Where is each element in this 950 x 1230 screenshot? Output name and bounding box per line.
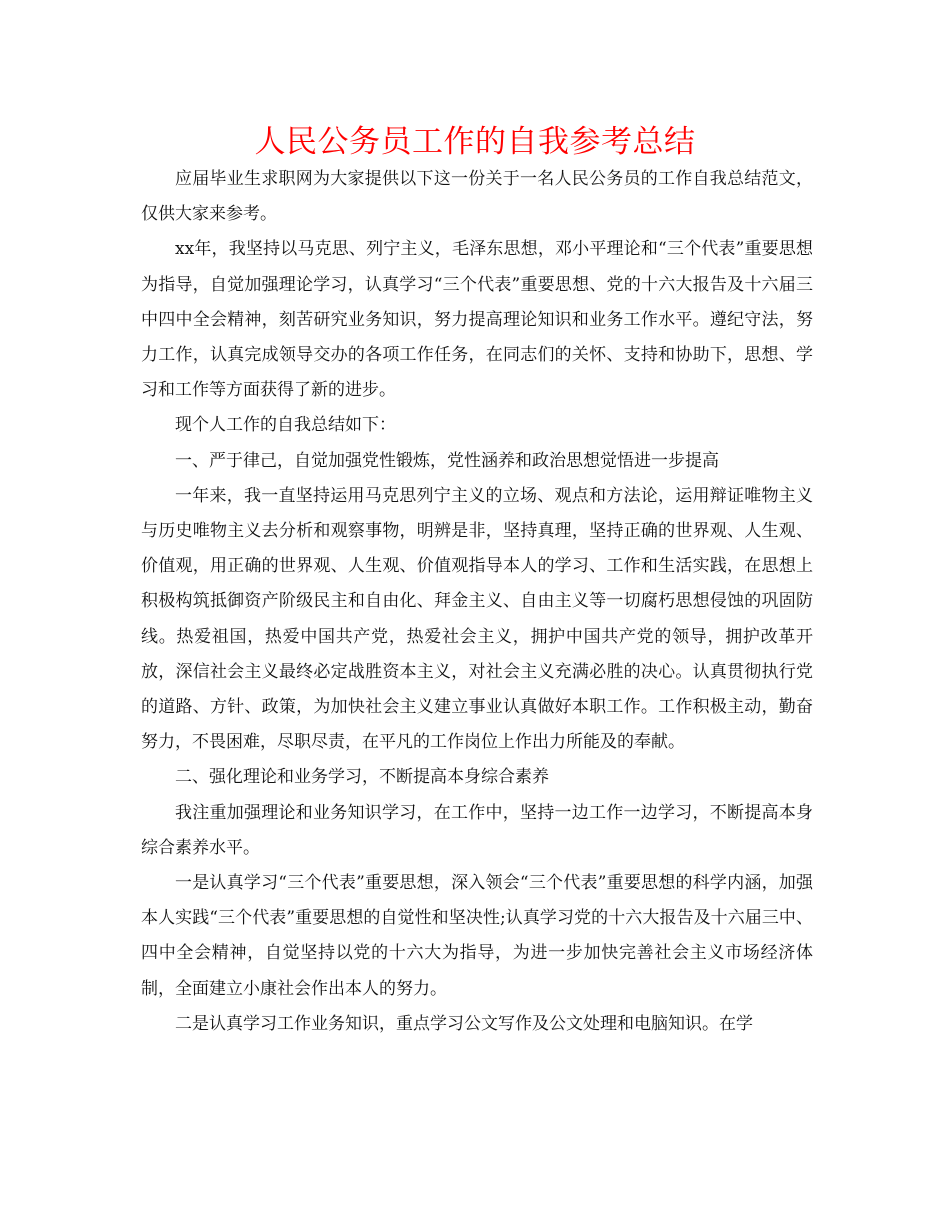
section-heading-2: 二、强化理论和业务学习，不断提高本身综合素养 <box>175 767 549 788</box>
paragraph-section-2: 我注重加强理论和业务知识学习，在工作中，坚持一边工作一边学习，不断提高本身综合素养水平。 <box>141 802 813 858</box>
paragraph-point-2: 二是认真学习工作业务知识，重点学习公文写作及公文处理和电脑知识。在学 <box>175 1013 753 1034</box>
paragraph-intro: 应届毕业生求职网为大家提供以下这一份关于一名人民公务员的工作自我总结范文，仅供大家来参考。 <box>141 169 813 225</box>
paragraph-section-1: 一年来，我一直坚持运用马克思列宁主义的立场、观点和方法论，运用辩证唯物主义与历史唯物主义去分析和观察事物，明辨是非，坚持真理，坚持正确的世界观、人生观、价值观，用正确的世界观、人生观、价值观指导本人的学习、工作和生活实践，在思想上积极构筑抵御资产阶级民主和自由化、拜金主义、自由主义等一切腐朽思想侵蚀的巩固防线。热爱祖国，热爱中国共产党，热爱社会主义，拥护中国共产党的领导，拥护改革开放，深信社会主义最终必定战胜资本主义，对社会主义充满必胜的决心。认真贯彻执行党的道路、方针、政策，为加快社会主义建立事业认真做好本职工作。工作积极主动，勤奋努力，不畏困难，尽职尽责，在平凡的工作岗位上作出力所能及的奉献。 <box>141 485 813 753</box>
paragraph-summary-lead: 现个人工作的自我总结如下： <box>175 415 396 436</box>
paragraph-overview: xx年，我坚持以马克思、列宁主义，毛泽东思想，邓小平理论和“三个代表”重要思想为指导，自觉加强理论学习，认真学习“三个代表”重要思想、党的十六大报告及十六届三中四中全会精神，刻苦研究业务知识，努力提高理论知识和业务工作水平。遵纪守法，努力工作，认真完成领导交办的各项工作任务，在同志们的关怀、支持和协助下，思想、学习和工作等方面获得了新的进步。 <box>141 239 813 401</box>
document-body <box>141 162 813 1042</box>
paragraph-point-1: 一是认真学习“三个代表”重要思想，深入领会“三个代表”重要思想的科学内涵，加强本人实践“三个代表”重要思想的自觉性和坚决性;认真学习党的十六大报告及十六届三中、四中全会精神，自觉坚持以党的十六大为指导，为进一步加快完善社会主义市场经济体制，全面建立小康社会作出本人的努力。 <box>141 873 813 999</box>
document-title: 人民公务员工作的自我参考总结 <box>254 124 696 160</box>
section-heading-1: 一、严于律己，自觉加强党性锻炼，党性涵养和政治思想觉悟进一步提高 <box>175 450 719 471</box>
